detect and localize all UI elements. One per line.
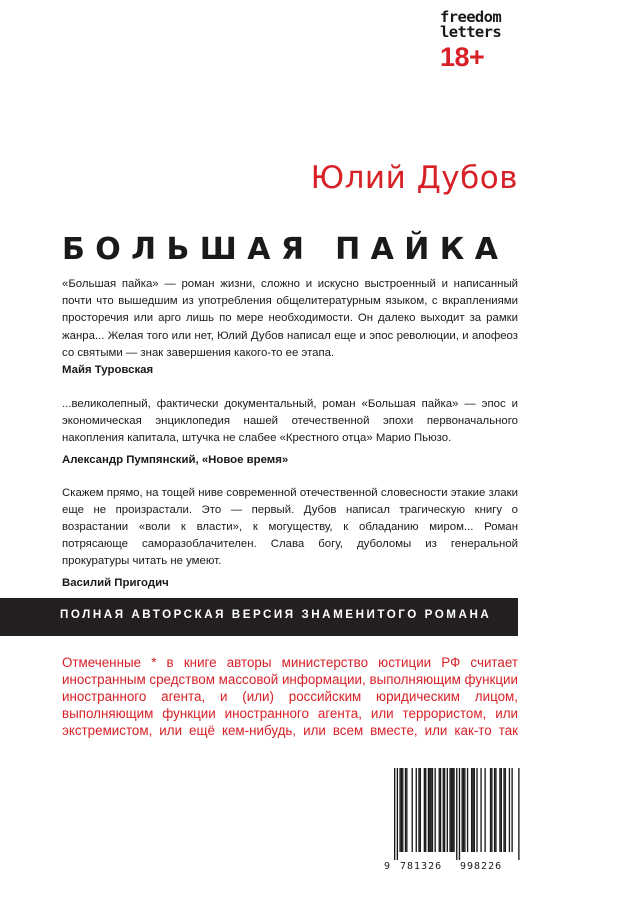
barcode-bar <box>447 768 448 852</box>
barcode-bar <box>505 768 506 852</box>
barcode-bar <box>509 768 510 852</box>
edition-banner <box>0 598 518 636</box>
barcode-bar <box>402 768 403 852</box>
barcode-bar <box>499 768 500 852</box>
publisher-logo <box>440 10 520 72</box>
barcode-bar <box>476 768 477 852</box>
review-author-2: Александр Пумпянский, «Новое время» <box>62 453 289 466</box>
age-rating-badge: 18+ <box>440 42 485 72</box>
review-quote-3: Скажем прямо, на тощей ниве современной отечественной словесности этакие злаки еще не произрастали. Это — первый. Дубов написал трагическую книгу о возрастании «воли к власти», к могуществу, к обладанию миром... Роман потрясающе саморазоблачителен. Слава богу, дуболомы из генеральной прокуратуры читать не умеют. <box>62 486 518 568</box>
review-quote-2: ...великолепный, фактически документальный, роман «Большая пайка» — эпос и экономическая энциклопедия нашей отечественной эпохи первоначального накопления капитала, штучка не слабее «Крестного отца» Марио Пьюзо. <box>62 398 518 445</box>
barcode-bar <box>449 768 450 852</box>
barcode-bar <box>491 768 492 852</box>
barcode-bar <box>429 768 430 852</box>
barcode-bar <box>480 768 481 852</box>
barcode-bar <box>444 768 445 852</box>
barcode-bar <box>452 768 453 852</box>
book-title: БОЛЬШАЯ ПАЙКА <box>62 232 509 267</box>
barcode-bar <box>462 768 463 852</box>
review-quote-1: «Большая пайка» — роман жизни, сложно и искусно выстроенный и написанный почти что вышедшим из употребления общелитературным языком, с вкраплениями просторечия или арго лишь по мере необходимости. Он далеко выходит за рамки жанра... Желая того или нет, Юлий Дубов написал еще и эпос революции, и апофеоз со святыми — знак завершения какого-то ее этапа. <box>62 278 518 359</box>
barcode-bar <box>451 768 452 852</box>
barcode-bar <box>494 768 495 852</box>
barcode-bar <box>453 768 454 852</box>
barcode-bar <box>439 768 440 852</box>
barcode-bar <box>459 768 460 860</box>
barcode-bar <box>443 768 444 852</box>
reviews-section <box>62 276 518 592</box>
barcode-bar <box>424 768 425 852</box>
barcode-left-group: 781326 <box>400 861 443 872</box>
barcode-bar <box>418 768 419 852</box>
barcode-bar <box>511 768 512 852</box>
barcode-bar <box>471 768 472 852</box>
barcode-bar <box>425 768 426 852</box>
barcode-bar <box>412 768 413 852</box>
barcode-bar <box>463 768 464 852</box>
barcode-bar <box>399 768 400 852</box>
barcode-bar <box>490 768 491 852</box>
barcode-bar <box>435 768 436 852</box>
barcode-bar <box>416 768 417 852</box>
review-author-1: Майя Туровская <box>62 364 154 377</box>
barcode-bar <box>503 768 504 852</box>
barcode-bar <box>474 768 475 852</box>
barcode-bar <box>456 768 457 860</box>
barcode-bar <box>472 768 473 852</box>
review-author-3: Василий Пригодич <box>62 576 169 589</box>
book-author: Юлий Дубов <box>310 160 518 196</box>
barcode-bar <box>518 768 519 860</box>
barcode-bar <box>440 768 441 852</box>
barcode-prefix-digit: 9 <box>384 861 392 872</box>
barcode-bar <box>406 768 407 852</box>
barcode-bar <box>432 768 433 852</box>
isbn-barcode <box>380 768 520 880</box>
barcode-bar <box>401 768 402 852</box>
barcode-bar <box>428 768 429 852</box>
barcode-bar <box>464 768 465 852</box>
barcode-bar <box>420 768 421 852</box>
barcode-bar <box>495 768 496 852</box>
barcode-bars <box>380 768 520 860</box>
foreign-agent-notice: Отмеченные * в книге авторы министерство юстиции РФ считает иностранным средством массовой информации, выполняющим функции иностранного агента, и (или) российским юридическим лицом, выполняющим функции иностранного агента, или террористом, или экстремистом, или ещё кем-нибудь, или всем вместе, или как-то так <box>62 655 518 739</box>
barcode-bar <box>394 768 395 860</box>
barcode-bar <box>467 768 468 852</box>
logo-line-letters: letters <box>440 23 502 41</box>
logo-line-freedom: freedom <box>440 8 502 26</box>
edition-banner-text: ПОЛНАЯ АВТОРСКАЯ ВЕРСИЯ ЗНАМЕНИТОГО РОМАНА <box>60 608 492 621</box>
barcode-bar <box>397 768 398 860</box>
barcode-bar <box>501 768 502 852</box>
barcode-bar <box>405 768 406 852</box>
barcode-bar <box>484 768 485 852</box>
barcode-bar <box>430 768 431 852</box>
barcode-right-group: 998226 <box>460 861 503 872</box>
